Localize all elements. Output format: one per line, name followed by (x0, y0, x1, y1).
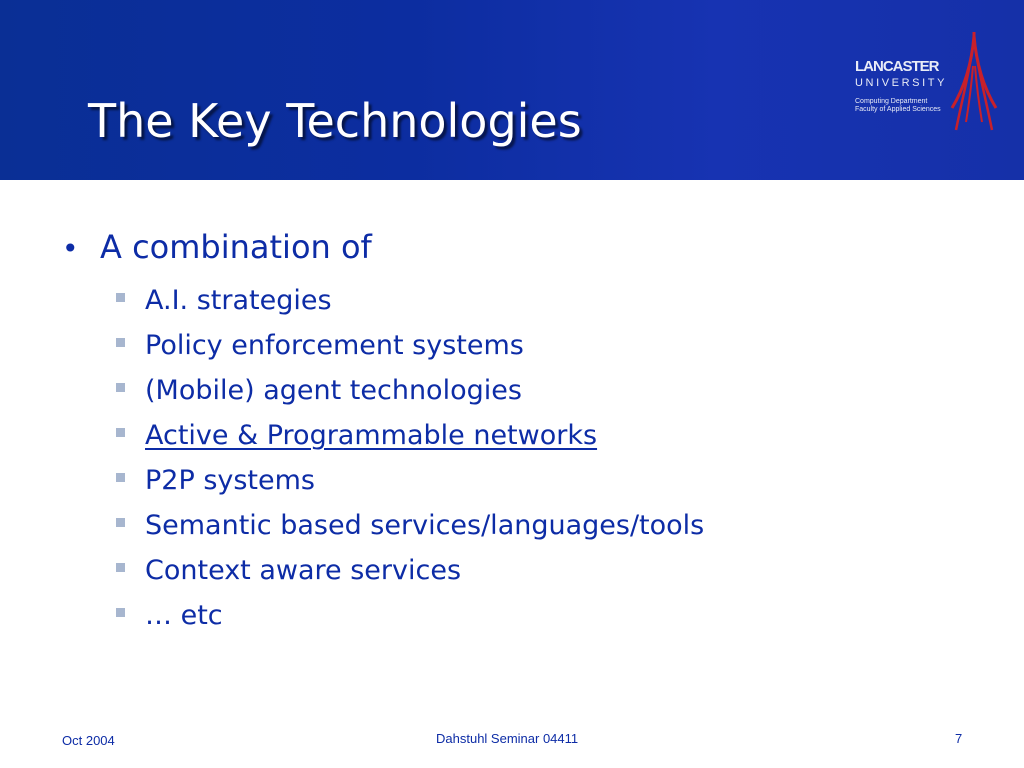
slide-title: The Key Technologies (88, 94, 582, 148)
footer-title: Dahstuhl Seminar 04411 (436, 731, 579, 746)
square-bullet-icon (116, 608, 125, 617)
sub-bullet-item (116, 413, 704, 458)
sub-bullet-text: Semantic based services/languages/tools (145, 510, 705, 541)
sub-bullet-item (116, 503, 704, 548)
sub-bullet-item (116, 278, 704, 323)
square-bullet-icon (116, 563, 125, 572)
sub-bullet-text: Policy enforcement systems (145, 330, 524, 361)
square-bullet-icon (116, 383, 125, 392)
sub-bullet-text: … etc (145, 600, 223, 631)
square-bullet-icon (116, 428, 125, 437)
sub-bullet-list (116, 278, 704, 638)
sub-bullet-item (116, 593, 704, 638)
square-bullet-icon (116, 293, 125, 302)
footer-date: Oct 2004 (62, 733, 115, 748)
logo-name: LANCASTER (855, 58, 939, 75)
logo-subtitle: UNIVERSITY (855, 77, 948, 89)
logo-dept-line1: Computing Department (855, 98, 928, 105)
page-number: 7 (955, 731, 963, 746)
sub-bullet-item (116, 368, 704, 413)
logo-dept-line2: Faculty of Applied Sciences (855, 106, 941, 113)
square-bullet-icon (116, 473, 125, 482)
square-bullet-icon (116, 338, 125, 347)
sub-bullet-text: P2P systems (145, 465, 316, 496)
sub-bullet-text: A.I. strategies (145, 285, 332, 316)
sub-bullet-item (116, 548, 704, 593)
sub-bullet-item (116, 323, 704, 368)
sub-bullet-item (116, 458, 704, 503)
sub-bullet-text: Context aware services (145, 555, 462, 586)
square-bullet-icon (116, 518, 125, 527)
sub-bullet-text: (Mobile) agent technologies (145, 375, 522, 406)
bullet-item (62, 228, 372, 266)
active-networks-link[interactable]: Active & Programmable networks (145, 420, 598, 451)
bullet-text: A combination of (100, 228, 372, 266)
bullet-dot-icon: • (62, 232, 79, 265)
